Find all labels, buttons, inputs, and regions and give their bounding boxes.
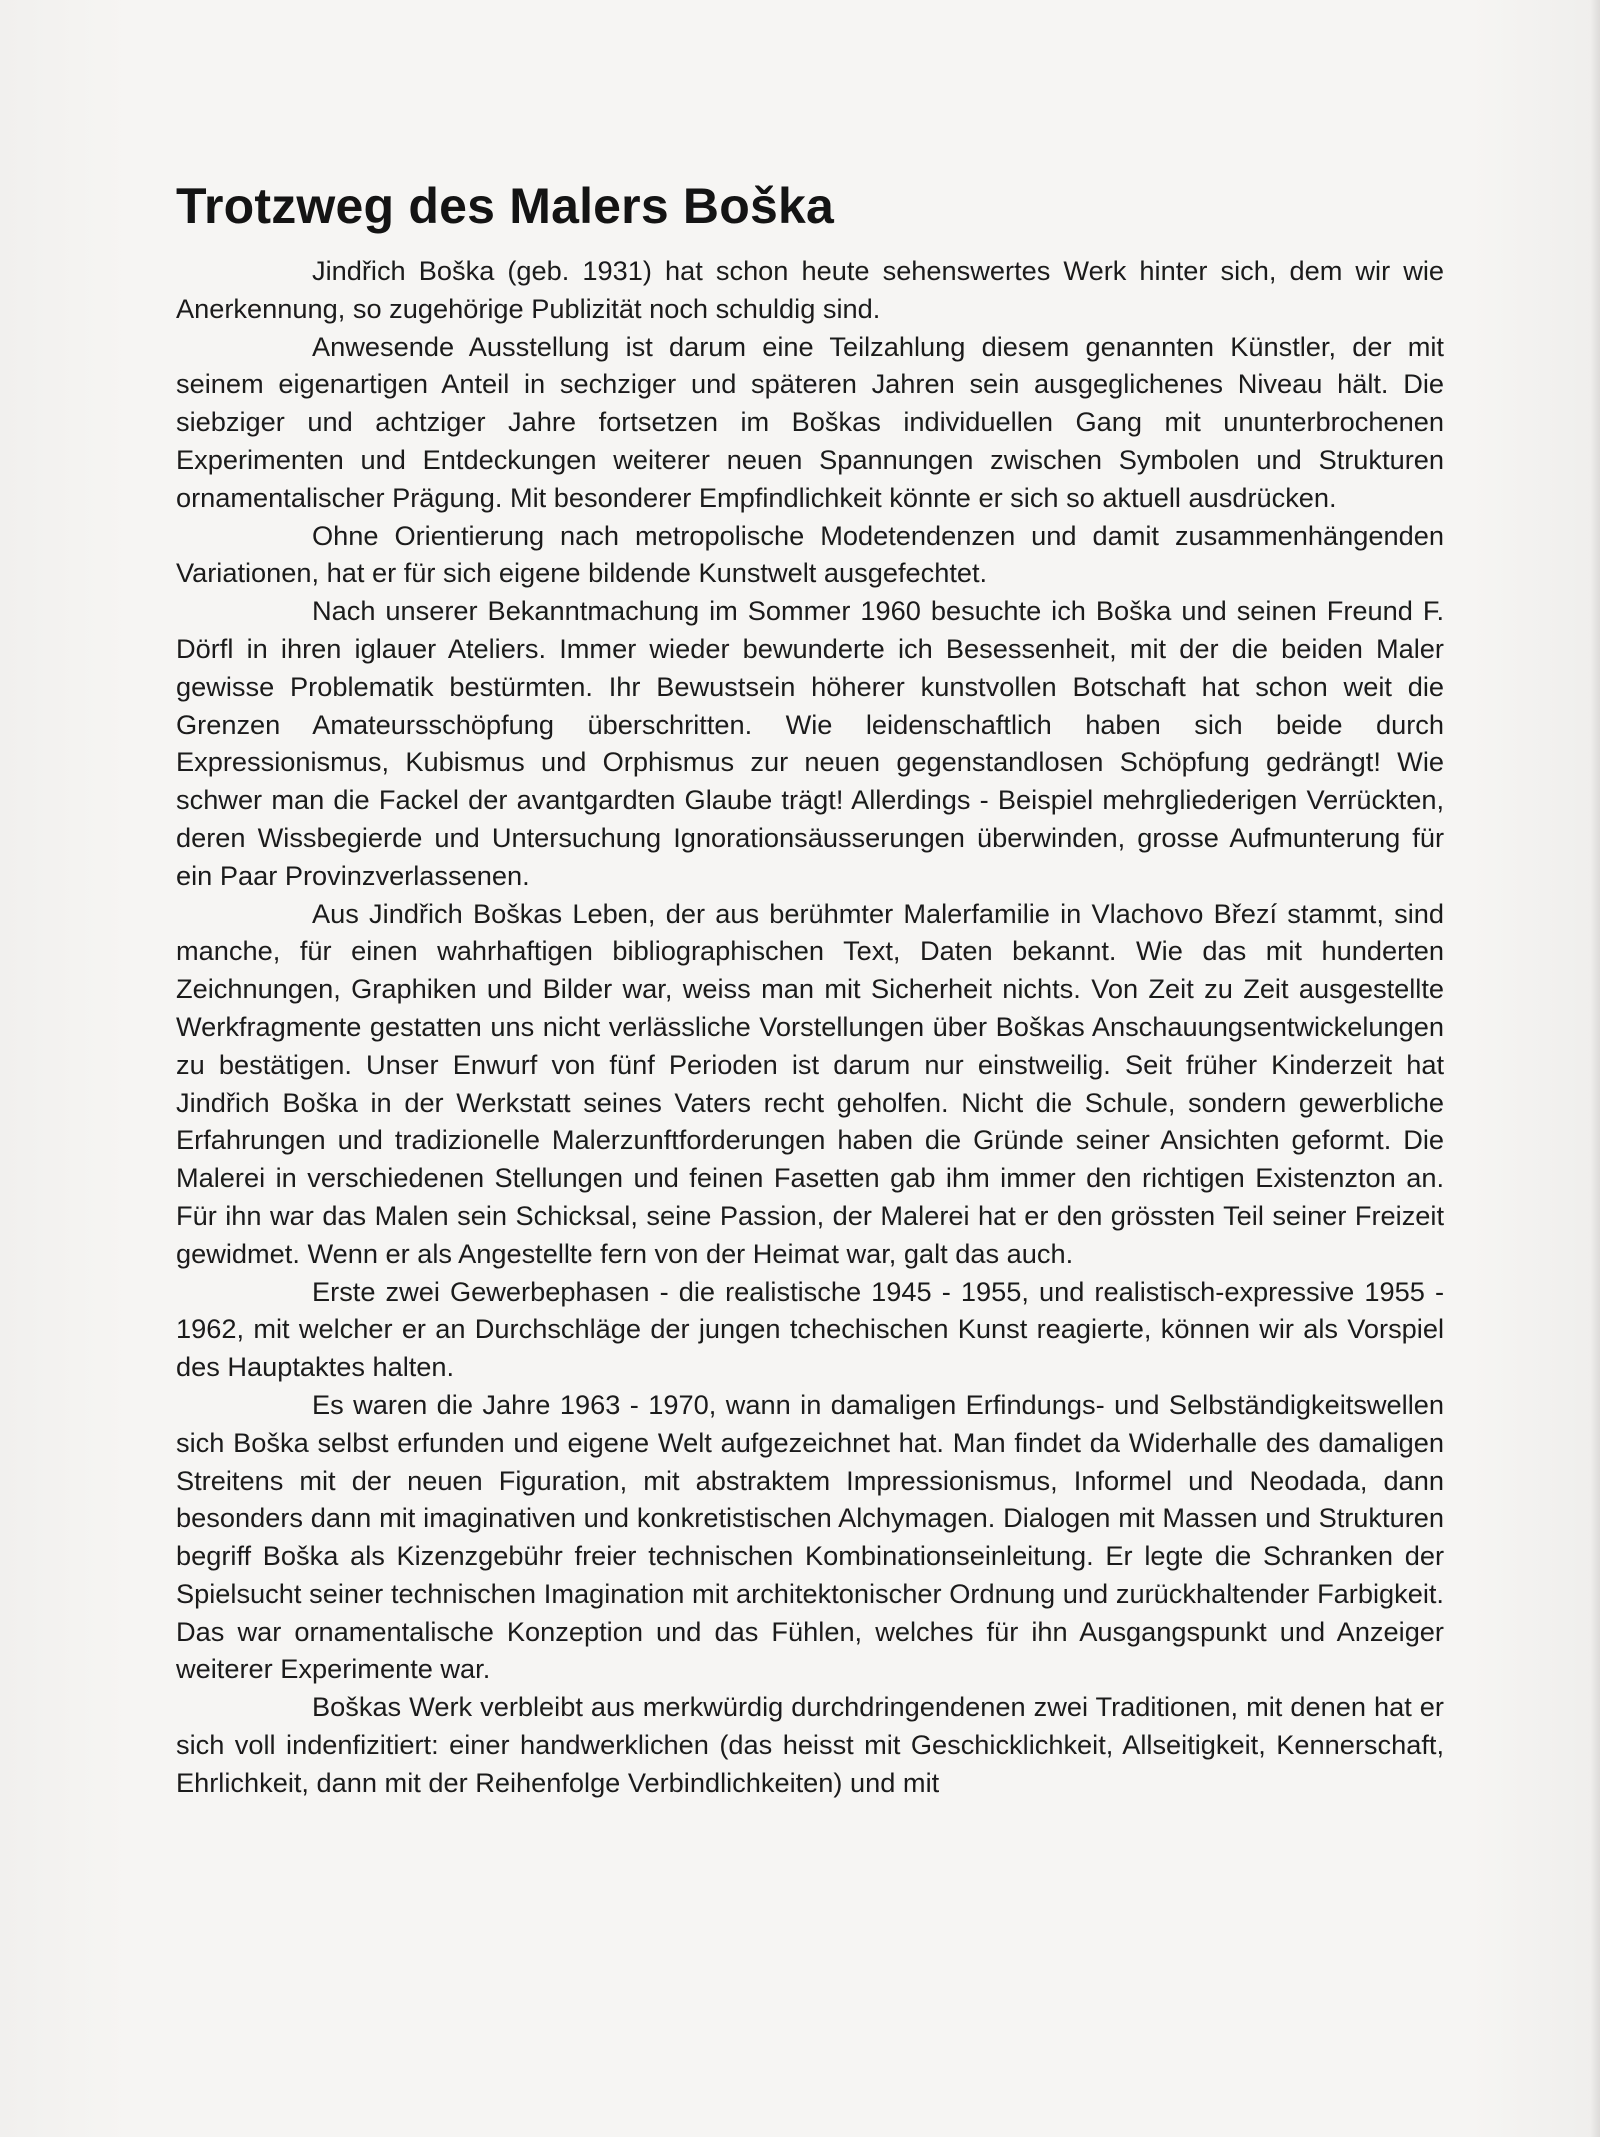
- paragraph-6: Erste zwei Gewerbephasen - die realistische 1945 - 1955, und realistisch-expressive 1955 - 1962, mit welcher er an Durchschläge der jungen tchechischen Kunst reagierte, können wir als Vorspiel des Hauptaktes halten.: [176, 1275, 1444, 1383]
- paragraph-8: Boškas Werk verbleibt aus merkwürdig durchdringendenen zwei Traditionen, mit denen hat er sich voll indenfizitiert: einer handwerklichen (das heisst mit Geschicklichkeit, Allseitigkeit, Kennerschaft, Ehrlichkeit, dann mit der Reihenfolge Verbindlichkeiten) und mit: [176, 1691, 1444, 1798]
- page-edge-shadow: [1590, 0, 1600, 2137]
- paragraph-1: Jindřich Boška (geb. 1931) hat schon heute sehenswertes Werk hinter sich, dem wir wie Anerkennung, so zugehörige Publizität noch schuldig sind.: [176, 255, 1444, 324]
- article: [176, 178, 1444, 1802]
- paragraph-5: Aus Jindřich Boškas Leben, der aus berühmter Malerfamilie in Vlachovo Březí stammt, sind manche, für einen wahrhaftigen bibliographischen Text, Daten bekannt. Wie das mit hunderten Zeichnungen, Graphiken und Bilder war, weiss man mit Sicherheit nichts. Von Zeit zu Zeit ausgestellte Werkfragmente gestatten uns nicht verlässliche Vorstellungen über Boškas Anschauungsentwickelungen zu bestätigen. Unser Enwurf von fünf Perioden ist darum nur einstweilig. Seit früher Kinderzeit hat Jindřich Boška in der Werkstatt seines Vaters recht geholfen. Nicht die Schule, sondern gewerbliche Erfahrungen und tradizionelle Malerzunftforderungen haben die Gründe seiner Ansichten geformt. Die Malerei in verschiedenen Stellungen und feinen Fasetten gab ihm immer den richtigen Existenzton an. Für ihn war das Malen sein Schicksal, seine Passion, der Malerei hat er den grössten Teil seiner Freizeit gewidmet. Wenn er als Angestellte fern von der Heimat war, galt das auch.: [176, 897, 1444, 1269]
- paragraph-7: Es waren die Jahre 1963 - 1970, wann in damaligen Erfindungs- und Selbständigkeitswellen sich Boška selbst erfunden und eigene Welt aufgezeichnet hat. Man findet da Widerhalle des damaligen Streitens mit der neuen Figuration, mit abstraktem Impressionismus, Informel und Neodada, dann besonders dann mit imaginativen und konkretistischen Alchymagen. Dialogen mit Massen und Strukturen begriff Boška als Kizenzgebühr freier technischen Kombinationseinleitung. Er legte die Schranken der Spielsucht seiner technischen Imagination mit architektonischer Ordnung und zurückhaltender Farbigkeit. Das war ornamentalische Konzeption und das Fühlen, welches für ihn Ausgangspunkt und Anzeiger weiterer Experimente war.: [176, 1388, 1444, 1685]
- paragraph-4: Nach unserer Bekanntmachung im Sommer 1960 besuchte ich Boška und seinen Freund F. Dörfl in ihren iglauer Ateliers. Immer wieder bewunderte ich Besessenheit, mit der die beiden Maler gewisse Problematik bestürmten. Ihr Bewustsein höherer kunstvollen Botschaft hat schon weit die Grenzen Amateursschöpfung überschritten. Wie leidenschaftlich haben sich beide durch Expressionismus, Kubismus und Orphismus zur neuen gegenstandlosen Schöpfung gedrängt! Wie schwer man die Fackel der avantgardten Glaube trägt! Allerdings - Beispiel mehrgliederigen Verrückten, deren Wissbegierde und Untersuchung Ignorationsäusserungen überwinden, grosse Aufmunterung für ein Paar Provinzverlassenen.: [176, 595, 1444, 891]
- paragraph-3: Ohne Orientierung nach metropolische Modetendenzen und damit zusammenhängenden Variationen, hat er für sich eigene bildende Kunstwelt ausgefechtet.: [176, 519, 1444, 589]
- paragraph-2: Anwesende Ausstellung ist darum eine Teilzahlung diesem genannten Künstler, der mit seinem eigenartigen Anteil in sechziger und späteren Jahren sein ausgeglichenes Niveau hält. Die siebziger und achtziger Jahre fortsetzen im Boškas individuellen Gang mit ununterbrochenen Experimenten und Entdeckungen weiterer neuen Spannungen zwischen Symbolen und Strukturen ornamentalischer Prägung. Mit besonderer Empfindlichkeit könnte er sich so aktuell ausdrücken.: [176, 330, 1444, 513]
- page-title: Trotzweg des Malers Boška: [176, 178, 835, 234]
